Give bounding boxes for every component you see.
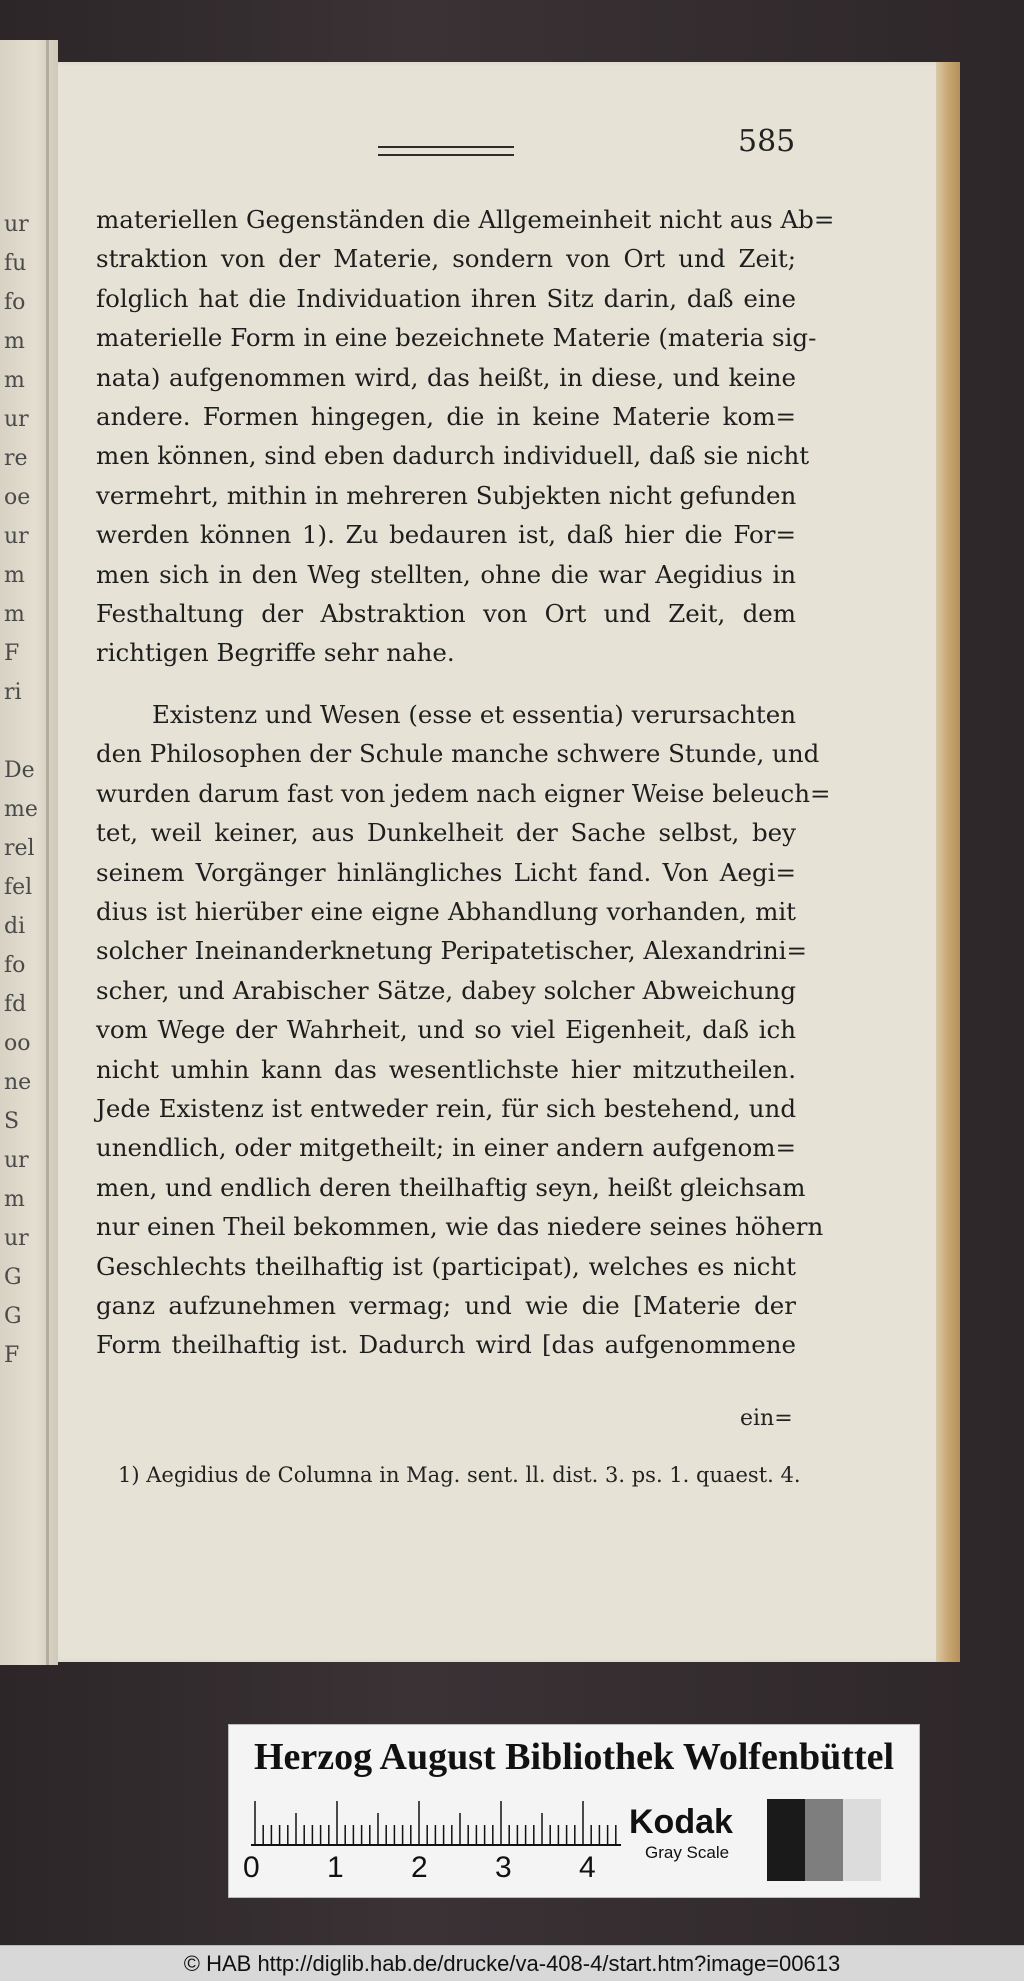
text-line: richtigen Begriffe sehr nahe. xyxy=(96,638,455,668)
paragraph xyxy=(96,695,831,1365)
text-line: vom Wege der Wahrheit, und so viel Eigenheit, daß ich xyxy=(96,1015,796,1045)
left-fragment: ur xyxy=(4,212,29,237)
ruler-number: 3 xyxy=(495,1851,512,1884)
ruler-numbers xyxy=(243,1851,663,1891)
text-line: materiellen Gegenständen die Allgemeinheit nicht aus Ab= xyxy=(96,205,835,234)
left-fragment: m xyxy=(4,368,25,393)
left-fragment: oo xyxy=(4,1031,31,1056)
text-line: Festhaltung der Abstraktion von Ort und Zeit, dem xyxy=(96,599,796,629)
left-fragment: me xyxy=(4,797,38,822)
credit-line: © HAB http://diglib.hab.de/drucke/va-408-4/start.htm?image=00613 xyxy=(183,1951,841,1976)
header-rule xyxy=(378,146,514,156)
ruler-number: 1 xyxy=(327,1851,344,1884)
color-calibration-card xyxy=(228,1724,920,1898)
text-line: men sich in den Weg stellten, ohne die war Aegidius in xyxy=(96,559,796,589)
text-line: men, und endlich deren theilhaftig seyn, heißt gleichsam xyxy=(96,1172,806,1202)
left-fragment: m xyxy=(4,602,25,627)
gray-swatch-light xyxy=(843,1799,881,1881)
footnote: 1) Aegidius de Columna in Mag. sent. ll. dist. 3. ps. 1. quaest. 4. xyxy=(118,1463,801,1487)
text-line: wurden darum fast von jedem nach eigner Weise beleuch= xyxy=(96,778,831,808)
left-fragment: ur xyxy=(4,1148,29,1173)
text-line: nur einen Theil bekommen, wie das niedere seines höhern xyxy=(96,1212,824,1242)
text-line: werden können 1). Zu bedauren ist, daß hier die For= xyxy=(96,520,796,550)
left-fragment: ne xyxy=(4,1070,32,1095)
left-neighbour-page xyxy=(0,40,58,1665)
text-line: solcher Ineinanderknetung Peripatetischer, Alexandrini= xyxy=(96,936,808,966)
left-fragment: fel xyxy=(4,875,33,900)
left-fragment: re xyxy=(4,446,28,471)
left-fragment: De xyxy=(4,758,35,783)
left-fragment: fo xyxy=(4,953,26,978)
text-line: nata) aufgenommen wird, das heißt, in diese, und keine xyxy=(96,362,796,392)
left-fragment: ri xyxy=(4,680,22,705)
text-line: folglich hat die Individuation ihren Sitz darin, daß eine xyxy=(96,283,796,313)
text-line: dius ist hierüber eine eigne Abhandlung vorhanden, mit xyxy=(96,896,796,926)
gray-swatch-dark xyxy=(767,1799,805,1881)
body-text xyxy=(96,200,835,1365)
page-fold-line xyxy=(46,40,49,1665)
ruler-number: 0 xyxy=(243,1851,260,1884)
text-line: men können, sind eben dadurch individuell, daß sie nicht xyxy=(96,441,810,471)
left-fragment: ur xyxy=(4,524,29,549)
ruler-number: 4 xyxy=(579,1851,596,1884)
text-line: Form theilhaftig ist. Dadurch wird [das aufgenommene xyxy=(96,1330,796,1360)
text-line: den Philosophen der Schule manche schwere Stunde, und xyxy=(96,739,820,769)
left-fragment: m xyxy=(4,1187,25,1212)
text-line: seinem Vorgänger hinlängliches Licht fand. Von Aegi= xyxy=(96,857,796,887)
left-fragment: F xyxy=(4,641,20,666)
left-fragment: fd xyxy=(4,992,27,1017)
text-line: scher, und Arabischer Sätze, dabey solcher Abweichung xyxy=(96,975,796,1005)
text-line: andere. Formen hingegen, die in keine Materie kom= xyxy=(96,402,796,432)
left-fragment: rel xyxy=(4,836,35,861)
kodak-logo: Kodak xyxy=(629,1803,733,1841)
text-line: straktion von der Materie, sondern von Ort und Zeit; xyxy=(96,244,796,274)
left-fragment: di xyxy=(4,914,26,939)
page-number: 585 xyxy=(738,124,796,159)
text-line: materielle Form in eine bezeichnete Materie (materia sig- xyxy=(96,323,817,353)
left-fragment: oe xyxy=(4,485,31,510)
left-fragment: m xyxy=(4,563,25,588)
text-line: unendlich, oder mitgetheilt; in einer andern aufgenom= xyxy=(96,1133,796,1163)
paragraph xyxy=(96,200,835,673)
ruler-number: 2 xyxy=(411,1851,428,1884)
left-fragment: ur xyxy=(4,1226,29,1251)
left-fragment: fu xyxy=(4,251,27,276)
text-line: Jede Existenz ist entweder rein, für sich bestehend, und xyxy=(96,1093,796,1123)
text-line: Geschlechts theilhaftig ist (participat), welches es nicht xyxy=(96,1251,796,1281)
left-page-text-fragments xyxy=(4,205,38,1375)
left-fragment: G xyxy=(4,1304,22,1329)
left-fragment: G xyxy=(4,1265,22,1290)
text-line: vermehrt, mithin in mehreren Subjekten nicht gefunden xyxy=(96,480,797,510)
left-fragment xyxy=(4,712,38,751)
page-edge xyxy=(936,62,960,1662)
left-fragment: S xyxy=(4,1109,20,1134)
left-fragment: ur xyxy=(4,407,29,432)
left-fragment: F xyxy=(4,1343,20,1368)
card-title: Herzog August Bibliothek Wolfenbüttel xyxy=(253,1736,895,1778)
catchword: ein= xyxy=(740,1406,793,1431)
text-line: ganz aufzunehmen vermag; und wie die [Materie der xyxy=(96,1290,796,1320)
text-line: tet, weil keiner, aus Dunkelheit der Sache selbst, bey xyxy=(96,818,796,848)
text-line: Existenz und Wesen (esse et essentia) verursachten xyxy=(152,699,796,729)
text-line: nicht umhin kann das wesentlichste hier mitzutheilen. xyxy=(96,1054,796,1084)
ruler-scale xyxy=(251,1799,621,1847)
left-fragment: fo xyxy=(4,290,26,315)
gray-scale-label: Gray Scale xyxy=(645,1843,730,1862)
gray-swatch-mid xyxy=(805,1799,843,1881)
left-fragment: m xyxy=(4,329,25,354)
